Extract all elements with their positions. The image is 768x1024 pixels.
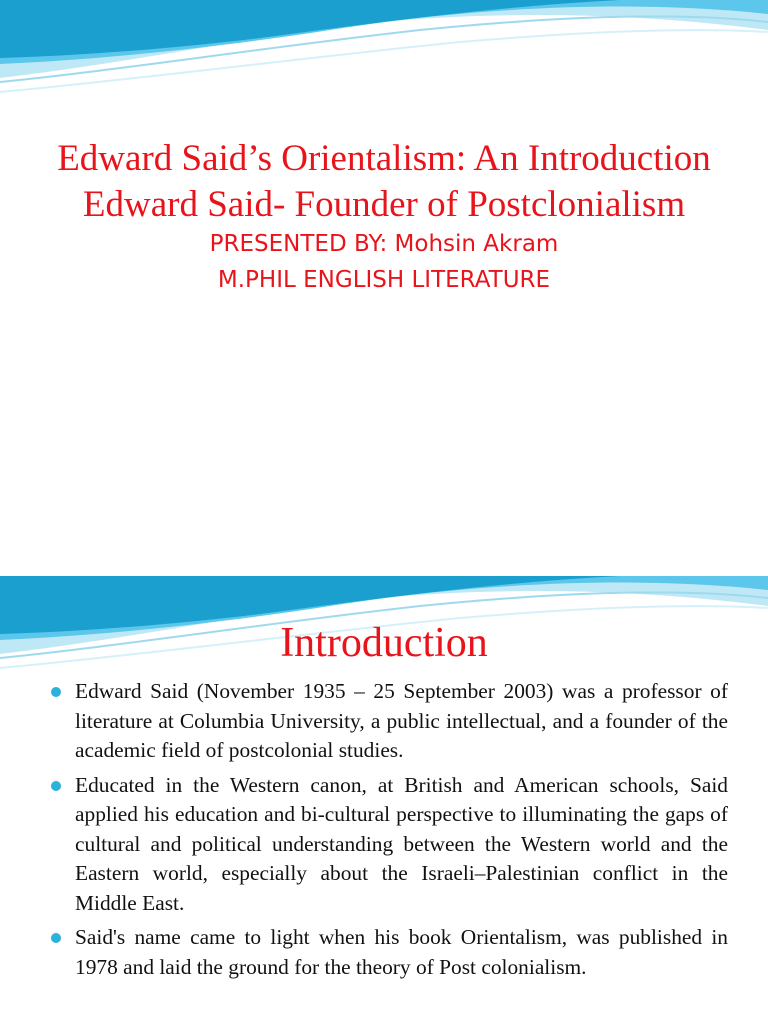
list-item [48, 923, 728, 982]
introduction-slide [0, 576, 768, 1024]
bullet-text: Said's name came to light when his book Orientalism, was published in 1978 and laid the ground for the theory of Post colonialism. [75, 925, 728, 979]
presenter-line: PRESENTED BY: Mohsin Akram [209, 231, 559, 257]
bullet-list [48, 677, 728, 987]
bullet-text: Educated in the Western canon, at British and American schools, Said applied his education and bi-cultural perspective to illuminating the gaps of cultural and political understanding between the Western world and the Eastern world, especially about the Israeli–Palestinian conflict in the Middle East. [75, 772, 728, 915]
bullet-dot-icon [51, 687, 61, 697]
bullet-dot-icon [51, 781, 61, 791]
slide-title-line-2: Edward Said- Founder of Postclonialism [82, 184, 686, 225]
degree-line: M.PHIL ENGLISH LITERATURE [217, 267, 551, 293]
bullet-dot-icon [51, 933, 61, 943]
list-item [48, 677, 728, 766]
bullet-text: Edward Said (November 1935 – 25 September 2003) was a professor of literature at Columbia University, a public intellectual, and a founder of the academic field of postcolonial studies. [75, 679, 728, 762]
header-wave-decoration [0, 0, 768, 110]
slide-title-line-1: Edward Said’s Orientalism: An Introduction [57, 138, 711, 179]
list-item [48, 771, 728, 919]
section-title: Introduction [280, 620, 488, 666]
